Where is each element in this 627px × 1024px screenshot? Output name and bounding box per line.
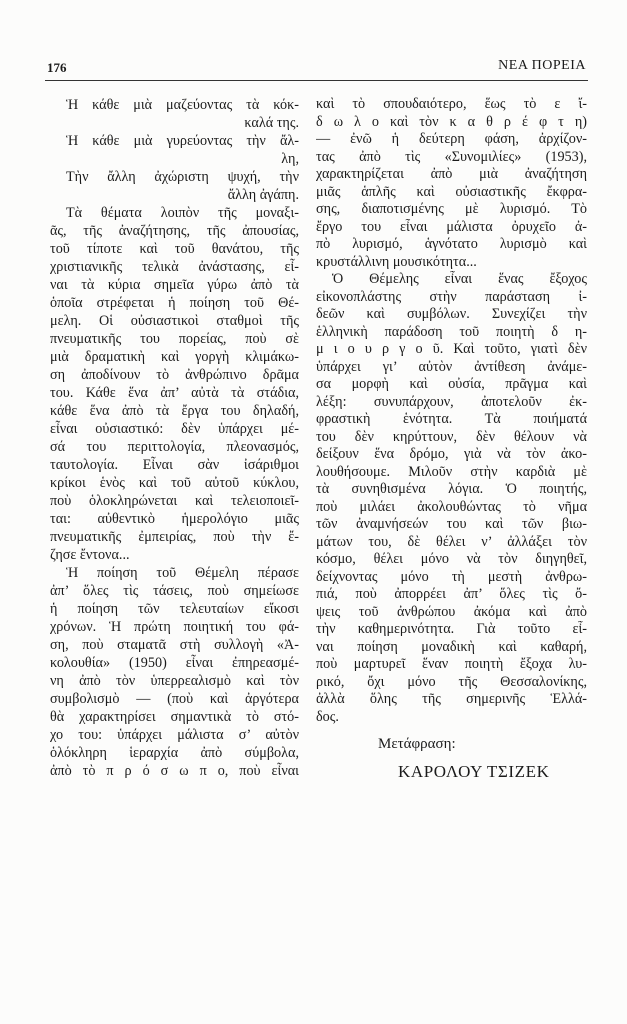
page-number: 176 (47, 60, 67, 75)
text-line: σά του περιττολογία, πλεονασμός, (50, 439, 299, 455)
text-line: Ἡ κάθε μιὰ γυρεύοντας τὴν ἄλ- (66, 133, 299, 149)
text-line: μελη. Οἱ οὐσιαστικοὶ σταθμοὶ τῆς (50, 313, 299, 329)
text-line: ἡ ποίηση τῶν τελευταίων εἴκοσι (50, 601, 299, 617)
text-line: ση, ποὺ σταματᾶ στὴ συλλογὴ «Ἀ- (50, 637, 299, 653)
header-rule (45, 80, 588, 81)
text-line: φραστικὴ ἑνότητα. Τὰ ποιήματά (316, 411, 587, 427)
text-line: ὑπάρχει γι’ αὐτὸν ἀντίθεση ἀνάμε- (316, 358, 587, 375)
text-line: ἀπ’ ὅλες τὶς τάσεις, ποὺ σημείωσε (50, 583, 299, 599)
text-line: Ὁ Θέμελης εἶναι ἕνας ἔξοχος (332, 271, 587, 287)
text-line: δ ω λ ο καὶ τὸν κ α θ ρ έ φ τ η) (316, 113, 587, 130)
text-line: λέξη: συνυπάρχουν, ἀποτελοῦν ἐκ- (316, 393, 587, 410)
text-line: Ἡ κάθε μιὰ μαζεύοντας τὰ κόκ- (66, 97, 299, 113)
text-line: Ἡ ποίηση τοῦ Θέμελη πέρασε (66, 565, 299, 581)
text-line: ται: αὐθεντικὸ ἡμερολόγιο μιᾶς (50, 511, 299, 527)
text-line: ναι τὰ κύρια σημεῖα γύρω ἀπὸ τὰ (50, 277, 299, 293)
text-line: ναι ποίηση μοναδικὴ καὶ καθαρή, (316, 638, 587, 655)
text-line: πνευματικῆς του πορείας, ποὺ σὲ (50, 331, 299, 347)
text-line: πιά, ποὺ ἀπορρέει ἀπ’ ὅλες τὶς ὄ- (316, 586, 587, 602)
text-line: ἀπὸ τὸ π ρ ό σ ω π ο, ποὺ εἶναι (50, 763, 299, 779)
text-line: τας ἀπὸ τὶς «Συνομιλίες» (1953), (316, 148, 587, 165)
text-line: ἄλλη ἀγάπη. (227, 187, 299, 203)
text-line: ποὺ μιλάει ἀκολουθώντας τὸ νῆμα (316, 498, 587, 515)
text-line: εἶναι οὐσιαστικό: δὲν ὑπάρχει μέ- (50, 421, 299, 437)
text-line: ζησε ἔντονα... (50, 547, 130, 563)
text-line: δείξουν ἕνα δρόμο, γιὰ νὰ τὸν ἀκο- (316, 446, 587, 462)
text-line: θὰ χαρακτηρίσει σημαντικὰ τὸ στό- (50, 709, 299, 725)
text-line: πνευματικῆς ἐμπειρίας, ποὺ τὴν ἔ- (50, 529, 299, 545)
text-line: Τὴν ἄλλη ἀχώριστη ψυχή, τὴν (66, 169, 299, 185)
text-line: ποὺ ὁλοκληρώνεται καὶ τελειοποιεῖ- (50, 493, 299, 509)
text-line: ποὺ μαρτυρεῖ ἕναν ποιητὴ ἔξοχα λυ- (316, 656, 587, 672)
text-line: τὰ συνηθισμένα λόγια. Ὁ ποιητής, (316, 481, 587, 497)
text-line: μιὰ δραματικὴ καὶ γοργὴ κλιμάκω- (50, 349, 299, 365)
text-line: τὴν καθημερινότητα. Γιὰ τοῦτο εἶ- (316, 621, 587, 637)
text-line: ὁλόκληρη ἱεραρχία ἀπὸ σύμβολα, (50, 745, 299, 761)
text-line: λουθήσουμε. Μιλοῦν στὴν καρδιὰ μὲ (316, 463, 587, 480)
text-line: κάθε ἕνα ἀπὸ τὰ ἔργα του δηλαδή, (50, 403, 299, 419)
text-line: λη, (281, 151, 299, 167)
text-line: εἰκονοπλάστης στὴν παράσταση ἰ- (316, 288, 587, 305)
translation-label: Μετάφραση: (378, 736, 456, 752)
text-line: ᾶς, τῆς ἀναζήτησης, τῆς ἀπουσίας, (50, 223, 299, 239)
text-line: — ἐνῶ ἡ δεύτερη φάση, ἀρχίζον- (316, 131, 587, 147)
text-line: συμβολισμὸ — (ποὺ καὶ ἀργότερα (50, 691, 299, 707)
text-line: κρίκοι ἑνὸς καὶ τοῦ αὐτοῦ κύκλου, (50, 475, 299, 491)
text-line: μάτων του, δὲ θέλει ν’ ἀλλάξει τὸν (316, 533, 587, 550)
right-text-column (316, 96, 587, 726)
text-line: δος. (316, 708, 339, 725)
text-line: κρυστάλλινη μουσικότητα... (316, 253, 477, 270)
text-line: κόσμο, θέλει μόνο νὰ τὸν διηγηθεῖ, (316, 551, 587, 567)
translator-name: ΚΑΡΟΛΟΥ ΤΣΙΖΕΚ (398, 762, 550, 781)
running-header-title: ΝΕΑ ΠΟΡΕΙΑ (498, 58, 586, 73)
text-line: μ ι ο υ ρ γ ο ῦ. Καὶ τοῦτο, γιατὶ δὲν (316, 341, 587, 357)
text-line: ἀλλὰ ὅλης τῆς σημερινῆς Ἑλλά- (316, 691, 587, 707)
text-line: ση ἀποδίνουν τὸ ἀνθρώπινο δρᾶμα (50, 367, 299, 383)
text-line: ἔργο του εἶναι μάλιστα ὀρυχεῖο ἀ- (316, 218, 587, 235)
text-line: σα μορφὴ καὶ οὐσία, πρᾶγμα καὶ (316, 376, 587, 392)
text-line: χρόνων. Ἡ πρώτη ποιητική του φά- (50, 619, 299, 635)
text-line: κολουθία» (1950) εἶναι ἐπηρεασμέ- (50, 655, 299, 671)
text-line: Τὰ θέματα λοιπὸν τῆς μοναξι- (66, 205, 299, 221)
text-line: τῶν ἀναμνήσεών του καὶ τῶν βιω- (316, 516, 587, 532)
text-line: ρικό, ὄχι μόνο τῆς Θεσσαλονίκης, (316, 673, 587, 690)
text-line: του. Κάθε ἕνα ἀπ’ αὐτὰ τὰ στάδια, (50, 385, 299, 401)
text-line: νη ἀπὸ τὸν ὑπερρεαλισμὸ καὶ τὸν (50, 673, 299, 689)
text-line: δεῶν καὶ συμβόλων. Συνεχίζει τὴν (316, 306, 587, 322)
text-line: τοῦ τίποτε καὶ τοῦ θανάτου, τῆς (50, 241, 299, 257)
text-line: πὸ λυρισμό, ἁγνότατο λυρισμὸ καὶ (316, 236, 587, 252)
text-line: καλά της. (244, 115, 299, 131)
text-line: χριστιανικῆς τελικὰ ἀνάστασης, εἶ- (50, 259, 299, 275)
text-line: ψεις τοῦ ἀνθρώπου ἀκόμα καὶ ἀπὸ (316, 603, 587, 620)
text-line: χαρακτηρίζεται ἀπὸ μιὰ ἀναζήτηση (316, 166, 587, 182)
text-line: ταυτολογία. Εἶναι σὰν ἰσάριθμοι (50, 457, 299, 473)
text-line: ὁποῖα στρέφεται ἡ ποίηση τοῦ Θέ- (50, 295, 299, 311)
text-line: δείχνοντας μόνο τὴ μεστὴ ἀνθρω- (316, 568, 587, 585)
text-line: σης, διαποτισμένης μὲ λυρισμό. Τὸ (316, 201, 587, 217)
text-line: ἑλληνικὴ παράδοση τοῦ ποιητὴ δ η- (316, 323, 587, 340)
text-line: χο του: ὑπάρχει μάλιστα σ’ αὐτὸν (50, 727, 299, 743)
left-text-column (50, 96, 299, 780)
text-line: μιᾶς ἁπλῆς καὶ οὐσιαστικῆς ἔκφρα- (316, 183, 587, 200)
text-line: του δὲν κηρύττουν, δὲν θέλουν νὰ (316, 428, 587, 445)
text-line: καὶ τὸ σπουδαιότερο, ἕως τὸ ε ἴ- (316, 96, 587, 112)
